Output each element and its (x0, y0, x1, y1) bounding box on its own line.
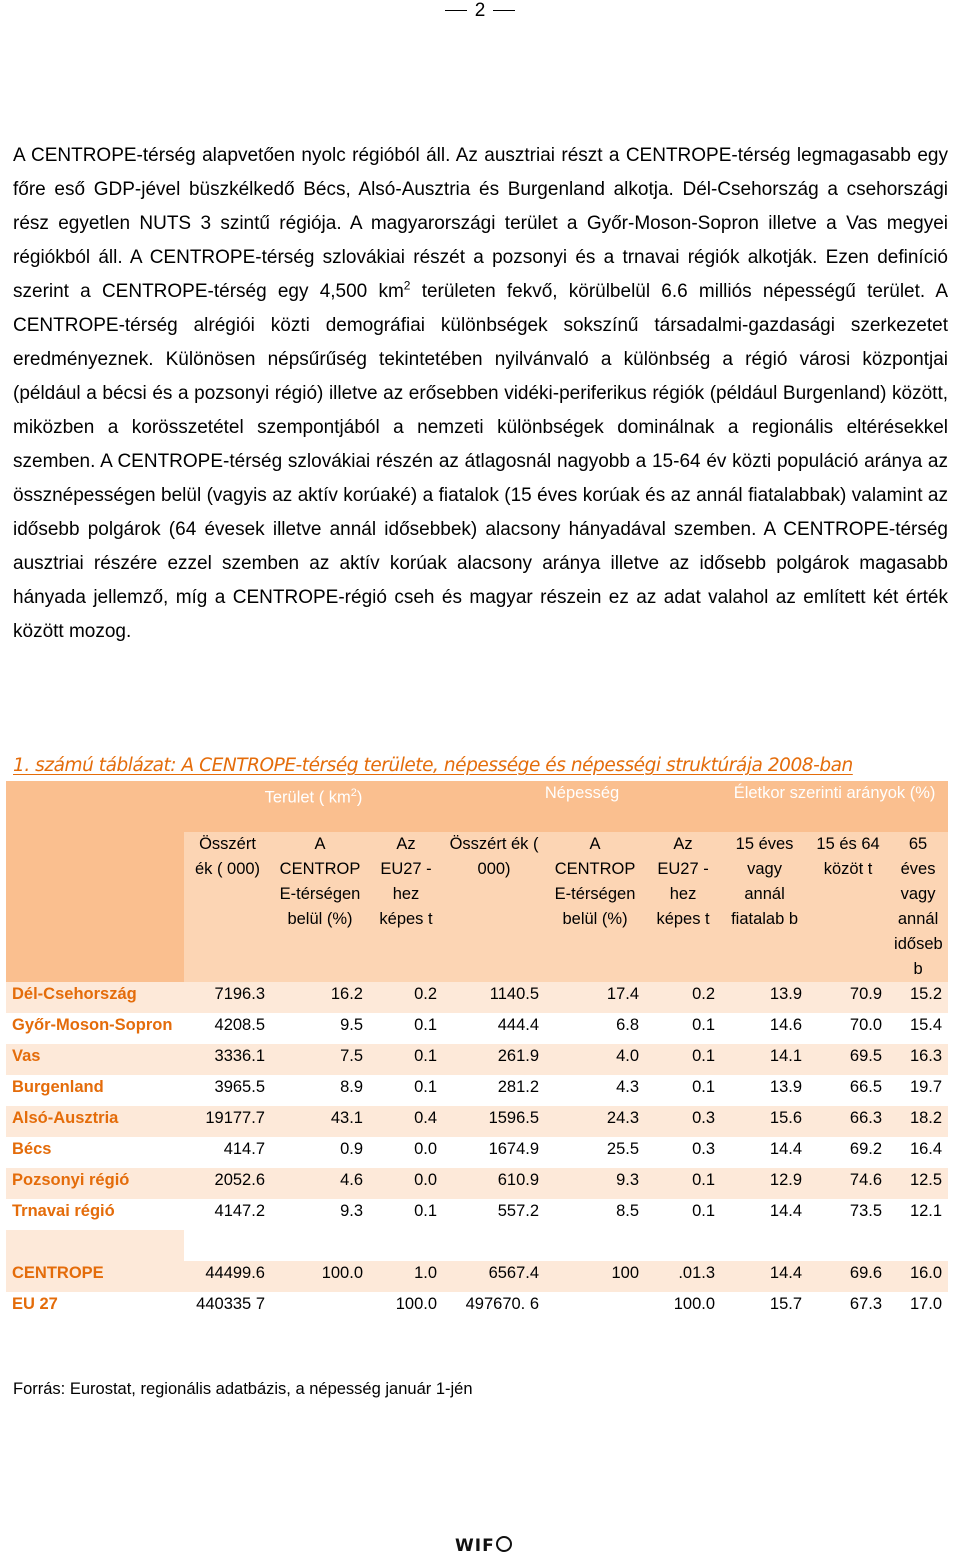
row-value: 4.3 (545, 1075, 645, 1106)
sub-header-corner (6, 832, 184, 982)
row-value: 15.4 (888, 1013, 948, 1044)
sub-header-cell: Összért ék ( 000) (184, 832, 271, 982)
row-value (271, 1292, 369, 1323)
sub-header-cell: A CENTROP E-térségen belül (%) (545, 832, 645, 982)
page-number (0, 0, 960, 22)
row-value: 440335 7 (184, 1292, 271, 1323)
table-source: Forrás: Eurostat, regionális adatbázis, a népesség január 1-jén (13, 1380, 473, 1398)
superscript-2: 2 (403, 278, 411, 293)
row-value: 16.2 (271, 982, 369, 1013)
page-number-value: 2 (474, 0, 486, 21)
dash-right (493, 10, 515, 11)
table-row (6, 1168, 948, 1199)
row-value: 14.1 (721, 1044, 808, 1075)
wifo-logo (455, 1536, 512, 1556)
row-value: 7.5 (271, 1044, 369, 1075)
row-value: 557.2 (443, 1199, 545, 1230)
row-value: 9.5 (271, 1013, 369, 1044)
row-value: 24.3 (545, 1106, 645, 1137)
row-value: 17.4 (545, 982, 645, 1013)
table-row (6, 1292, 948, 1323)
row-value: 12.9 (721, 1168, 808, 1199)
row-value: 0.3 (645, 1137, 721, 1168)
row-label: EU 27 (6, 1292, 184, 1323)
row-value: 7196.3 (184, 982, 271, 1013)
data-table (6, 781, 948, 1323)
paragraph-text-1: A CENTROPE-térség alapvetően nyolc régióból áll. Az ausztriai részt a CENTROPE-térség legmagasabb egy főre eső GDP-jével büszkélkedő Bécs, Alsó-Ausztria és Burgenland alkotja. Dél-Csehország a csehországi rész egyetlen NUTS 3 szintű régiója. A magyarországi terület a Győr-Moson-Sopron illetve a Vas megyei régiókból áll. A CENTROPE-térség szlovákiai részét a pozsonyi és a trnavai régiók alkotják. Ezen definíció szerint a CENTROPE-térség egy 4,500 km (13, 145, 948, 302)
row-label: Burgenland (6, 1075, 184, 1106)
row-value: 2052.6 (184, 1168, 271, 1199)
row-label: Dél-Csehország (6, 982, 184, 1013)
paragraph-text-2: területen fekvő, körülbelül 6.6 milliós népességű terület. A CENTROPE-térség alrégiói közti demográfiai különbségek sokszínű társadalmi-gazdasági szerkezetet eredményeznek. Különösen népsűrűség tekintetében nyilvánvaló a különbség a régió városi központjai (például a bécsi és a pozsonyi régió) illetve az erősebben vidéki-periferikus régiók (például Burgenland) között, miközben a korösszetétel szempontjából a nemzeti különbségek dominálnak a regionális eltérésekkel szemben. A CENTROPE-térség szlovákiai részén az átlagosnál nagyobb a 15-64 év közti populáció aránya az össznépességen belül (vagyis az aktív korúaké) a fiatalok (15 éves korúak és az annál fiatalabbak) valamint az idősebb polgárok (64 évesek illetve annál idősebbek) alacsony hányadával szemben. A CENTROPE-térség ausztriai részére ezzel szemben az aktív korúak alacsony aránya illetve az idősebb polgárok magasabb hányada jellemző, míg a CENTROPE-régió cseh és magyar részein ez az adat valahol az említett két érték között mozog. (13, 281, 948, 642)
table-sub-header-row (6, 832, 948, 982)
row-value: 15.7 (721, 1292, 808, 1323)
row-value: 281.2 (443, 1075, 545, 1106)
row-value: 0.0 (369, 1137, 443, 1168)
sub-header-cell: A CENTROP E-térségen belül (%) (271, 832, 369, 982)
row-value: 100.0 (645, 1292, 721, 1323)
row-label: Alsó-Ausztria (6, 1106, 184, 1137)
row-value: 19.7 (888, 1075, 948, 1106)
row-label: CENTROPE (6, 1261, 184, 1292)
row-value: 66.3 (808, 1106, 888, 1137)
row-value: 100.0 (271, 1261, 369, 1292)
row-value: 0.0 (369, 1168, 443, 1199)
row-value: 610.9 (443, 1168, 545, 1199)
row-value: 1596.5 (443, 1106, 545, 1137)
dash-left (445, 10, 467, 11)
row-value: 69.6 (808, 1261, 888, 1292)
row-value: 0.4 (369, 1106, 443, 1137)
row-value: 9.3 (545, 1168, 645, 1199)
row-value: 1.0 (369, 1261, 443, 1292)
sub-header-cell: Az EU27 -hez képes t (369, 832, 443, 982)
row-value: 261.9 (443, 1044, 545, 1075)
row-value: 1140.5 (443, 982, 545, 1013)
row-value: 69.2 (808, 1137, 888, 1168)
row-value: 66.5 (808, 1075, 888, 1106)
row-value: 4147.2 (184, 1199, 271, 1230)
header-population: Népesség (443, 781, 721, 832)
table-row (6, 1075, 948, 1106)
table-row (6, 1199, 948, 1230)
row-value: 3965.5 (184, 1075, 271, 1106)
row-value: 14.4 (721, 1137, 808, 1168)
wifo-logo-o-icon (496, 1536, 512, 1552)
row-value: 0.1 (645, 1044, 721, 1075)
sub-header-cell: 65 éves vagy annál időseb b (888, 832, 948, 982)
total-rows (6, 1261, 948, 1323)
row-value: 13.9 (721, 1075, 808, 1106)
row-value: 9.3 (271, 1199, 369, 1230)
row-value (545, 1292, 645, 1323)
row-value: 73.5 (808, 1199, 888, 1230)
row-value: 16.4 (888, 1137, 948, 1168)
row-value: 19177.7 (184, 1106, 271, 1137)
sub-header-cell: 15 éves vagy annál fiatalab b (721, 832, 808, 982)
header-area: Terület ( $km^2$) (184, 781, 443, 832)
sub-header-cell: 15 és 64 közöt t (808, 832, 888, 982)
row-value: 18.2 (888, 1106, 948, 1137)
header-corner (6, 781, 184, 832)
row-value: 43.1 (271, 1106, 369, 1137)
row-value: 0.1 (645, 1168, 721, 1199)
table-row (6, 982, 948, 1013)
row-value: 100.0 (369, 1292, 443, 1323)
table-row (6, 1013, 948, 1044)
table-caption: 1. számú táblázat: A CENTROPE-térség területe, népessége és népességi struktúrája 2008-ban (13, 755, 853, 776)
row-value: 12.5 (888, 1168, 948, 1199)
row-value: 4.6 (271, 1168, 369, 1199)
row-value: 414.7 (184, 1137, 271, 1168)
row-value: 1674.9 (443, 1137, 545, 1168)
row-value: 0.1 (369, 1044, 443, 1075)
row-value: 14.4 (721, 1261, 808, 1292)
row-value: 0.1 (369, 1075, 443, 1106)
row-value: 15.6 (721, 1106, 808, 1137)
row-value: 0.1 (645, 1199, 721, 1230)
row-label: Győr-Moson-Sopron (6, 1013, 184, 1044)
row-value: 6.8 (545, 1013, 645, 1044)
row-value: 8.9 (271, 1075, 369, 1106)
row-value: .01.3 (645, 1261, 721, 1292)
wifo-logo-text: WIF (455, 1536, 495, 1556)
table-group-header-row (6, 781, 948, 832)
row-value: 0.1 (645, 1013, 721, 1044)
sub-header-cell: Az EU27 -hez képes t (645, 832, 721, 982)
table-row (6, 1261, 948, 1292)
row-value: 0.1 (369, 1199, 443, 1230)
body-paragraph (13, 139, 948, 649)
region-rows (6, 982, 948, 1230)
row-value: 15.2 (888, 982, 948, 1013)
row-value: 8.5 (545, 1199, 645, 1230)
row-value: 3336.1 (184, 1044, 271, 1075)
row-value: 100 (545, 1261, 645, 1292)
row-value: 16.3 (888, 1044, 948, 1075)
row-value: 67.3 (808, 1292, 888, 1323)
row-value: 497670. 6 (443, 1292, 545, 1323)
row-label: Vas (6, 1044, 184, 1075)
row-value: 0.3 (645, 1106, 721, 1137)
row-value: 444.4 (443, 1013, 545, 1044)
row-label: Pozsonyi régió (6, 1168, 184, 1199)
header-age: Életkor szerinti arányok (%) (721, 781, 948, 832)
table-row (6, 1106, 948, 1137)
row-value: 0.9 (271, 1137, 369, 1168)
row-value: 74.6 (808, 1168, 888, 1199)
row-value: 0.1 (645, 1075, 721, 1106)
row-value: 25.5 (545, 1137, 645, 1168)
row-value: 6567.4 (443, 1261, 545, 1292)
row-value: 12.1 (888, 1199, 948, 1230)
row-value: 4.0 (545, 1044, 645, 1075)
row-value: 70.0 (808, 1013, 888, 1044)
row-value: 0.2 (645, 982, 721, 1013)
row-value: 14.4 (721, 1199, 808, 1230)
table-row (6, 1044, 948, 1075)
row-value: 70.9 (808, 982, 888, 1013)
row-value: 14.6 (721, 1013, 808, 1044)
spacer-row (6, 1230, 948, 1261)
row-value: 69.5 (808, 1044, 888, 1075)
row-value: 17.0 (888, 1292, 948, 1323)
table-row (6, 1137, 948, 1168)
row-label: Trnavai régió (6, 1199, 184, 1230)
row-value: 16.0 (888, 1261, 948, 1292)
sub-header-cell: Összért ék ( 000) (443, 832, 545, 982)
row-value: 44499.6 (184, 1261, 271, 1292)
row-value: 0.2 (369, 982, 443, 1013)
row-value: 13.9 (721, 982, 808, 1013)
row-value: 4208.5 (184, 1013, 271, 1044)
row-label: Bécs (6, 1137, 184, 1168)
row-value: 0.1 (369, 1013, 443, 1044)
